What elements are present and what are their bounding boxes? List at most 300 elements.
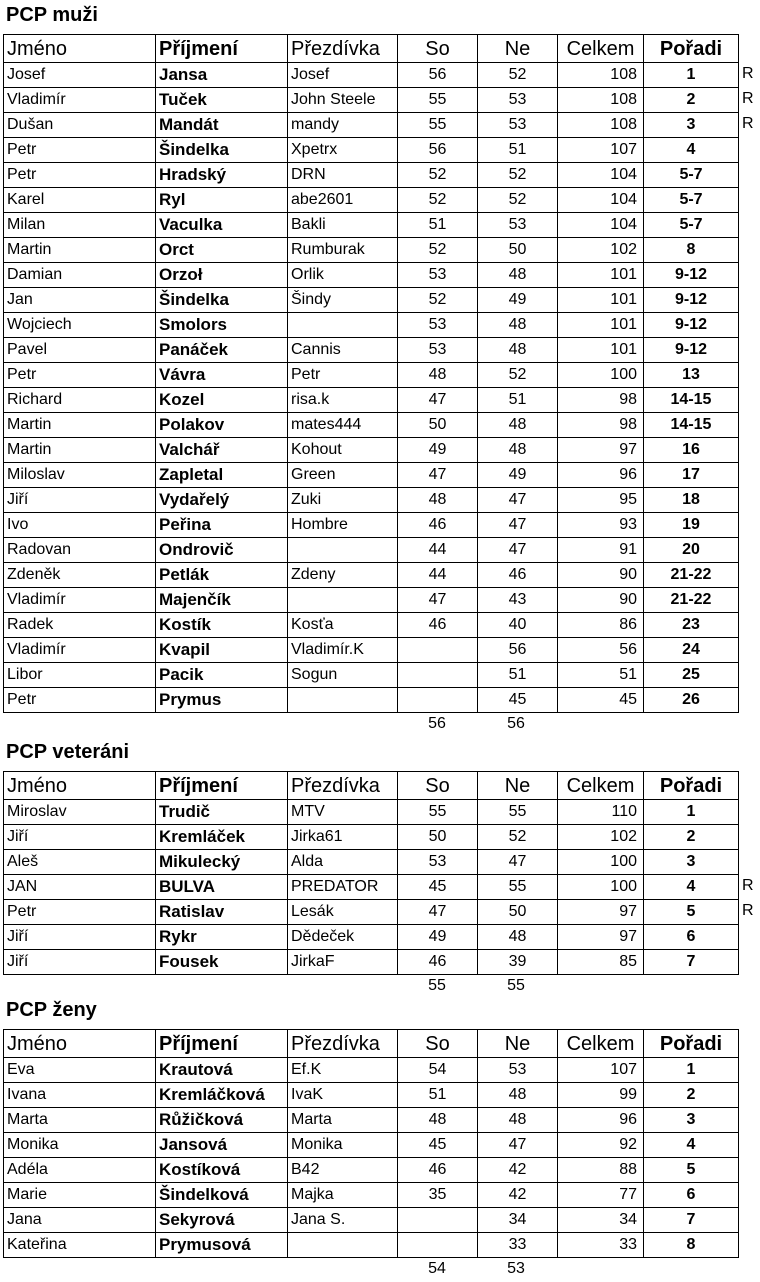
- table-row: [4, 850, 739, 875]
- header-rank: Pořadi: [644, 35, 739, 63]
- header-first-name: Jméno: [4, 35, 156, 63]
- header-saturday: So: [398, 35, 478, 63]
- nickname-cell: Majka: [288, 1183, 398, 1208]
- row-marker: R: [742, 115, 754, 132]
- sunday-score-cell: 52: [478, 363, 558, 388]
- total-score-cell: 107: [558, 138, 644, 163]
- first-name-cell: Josef: [4, 63, 156, 88]
- sunday-score-cell: 40: [478, 613, 558, 638]
- header-nickname: Přezdívka: [288, 772, 398, 800]
- surname-cell: Šindelková: [156, 1183, 288, 1208]
- saturday-score-cell: [398, 688, 478, 713]
- section-title: PCP veteráni: [6, 741, 130, 763]
- rank-cell: 4: [644, 1133, 739, 1158]
- nickname-cell: Zuki: [288, 488, 398, 513]
- sunday-score-cell: 47: [478, 1133, 558, 1158]
- sunday-score-cell: 42: [478, 1158, 558, 1183]
- total-score-cell: 33: [558, 1233, 644, 1258]
- surname-cell: Peřina: [156, 513, 288, 538]
- nickname-cell: Jirka61: [288, 825, 398, 850]
- surname-cell: Kozel: [156, 388, 288, 413]
- total-score-cell: 96: [558, 1108, 644, 1133]
- nickname-cell: abe2601: [288, 188, 398, 213]
- table-row: [4, 1208, 739, 1233]
- first-name-cell: Vladimír: [4, 588, 156, 613]
- total-score-cell: 90: [558, 563, 644, 588]
- rank-cell: 5-7: [644, 188, 739, 213]
- total-score-cell: 97: [558, 900, 644, 925]
- table-row: [4, 1133, 739, 1158]
- row-marker: R: [742, 877, 754, 894]
- nickname-cell: DRN: [288, 163, 398, 188]
- nickname-cell: Xpetrx: [288, 138, 398, 163]
- sunday-score-cell: 48: [478, 338, 558, 363]
- table-row: [4, 1083, 739, 1108]
- header-first-name: Jméno: [4, 1030, 156, 1058]
- sunday-score-cell: 52: [478, 188, 558, 213]
- sunday-score-cell: 56: [478, 638, 558, 663]
- saturday-score-cell: 46: [398, 613, 478, 638]
- total-score-cell: 98: [558, 388, 644, 413]
- rank-cell: 5-7: [644, 163, 739, 188]
- row-marker: R: [742, 90, 754, 107]
- saturday-score-cell: 48: [398, 363, 478, 388]
- sunday-score-cell: 50: [478, 238, 558, 263]
- surname-cell: Zapletal: [156, 463, 288, 488]
- total-score-cell: 104: [558, 163, 644, 188]
- nickname-cell: Jana S.: [288, 1208, 398, 1233]
- surname-cell: Pacik: [156, 663, 288, 688]
- table-row: [4, 513, 739, 538]
- table-row: [4, 438, 739, 463]
- nickname-cell: Zdeny: [288, 563, 398, 588]
- sunday-score-cell: 48: [478, 313, 558, 338]
- first-name-cell: Marta: [4, 1108, 156, 1133]
- rank-cell: 9-12: [644, 263, 739, 288]
- first-name-cell: Petr: [4, 363, 156, 388]
- table-row: [4, 288, 739, 313]
- first-name-cell: Pavel: [4, 338, 156, 363]
- sunday-score-cell: 52: [478, 63, 558, 88]
- surname-cell: Polakov: [156, 413, 288, 438]
- first-name-cell: Jiří: [4, 950, 156, 975]
- surname-cell: Hradský: [156, 163, 288, 188]
- saturday-score-cell: 55: [398, 800, 478, 825]
- total-score-cell: 101: [558, 313, 644, 338]
- first-name-cell: Dušan: [4, 113, 156, 138]
- surname-cell: Šindelka: [156, 288, 288, 313]
- table-row: [4, 875, 739, 900]
- rank-cell: 4: [644, 138, 739, 163]
- table-row: [4, 800, 739, 825]
- total-score-cell: 107: [558, 1058, 644, 1083]
- surname-cell: Ratislav: [156, 900, 288, 925]
- first-name-cell: Jiří: [4, 488, 156, 513]
- rank-cell: 18: [644, 488, 739, 513]
- saturday-score-cell: [398, 1208, 478, 1233]
- surname-cell: Ryl: [156, 188, 288, 213]
- first-name-cell: Petr: [4, 688, 156, 713]
- saturday-score-cell: 52: [398, 188, 478, 213]
- first-name-cell: Zdeněk: [4, 563, 156, 588]
- saturday-sum: 55: [428, 977, 446, 994]
- total-score-cell: 34: [558, 1208, 644, 1233]
- total-score-cell: 101: [558, 288, 644, 313]
- saturday-score-cell: 53: [398, 338, 478, 363]
- sunday-score-cell: 48: [478, 413, 558, 438]
- saturday-score-cell: 53: [398, 850, 478, 875]
- surname-cell: BULVA: [156, 875, 288, 900]
- header-total: Celkem: [558, 35, 644, 63]
- table-row: [4, 688, 739, 713]
- rank-cell: 23: [644, 613, 739, 638]
- saturday-score-cell: 47: [398, 463, 478, 488]
- rank-cell: 17: [644, 463, 739, 488]
- first-name-cell: Petr: [4, 163, 156, 188]
- sunday-score-cell: 34: [478, 1208, 558, 1233]
- sunday-sum: 56: [507, 715, 525, 732]
- sunday-score-cell: 43: [478, 588, 558, 613]
- nickname-cell: Kohout: [288, 438, 398, 463]
- first-name-cell: Miroslav: [4, 800, 156, 825]
- sunday-score-cell: 39: [478, 950, 558, 975]
- total-score-cell: 110: [558, 800, 644, 825]
- table-row: [4, 1158, 739, 1183]
- nickname-cell: Alda: [288, 850, 398, 875]
- sunday-score-cell: 47: [478, 488, 558, 513]
- total-score-cell: 108: [558, 113, 644, 138]
- nickname-cell: Kosťa: [288, 613, 398, 638]
- table-row: [4, 900, 739, 925]
- rank-cell: 13: [644, 363, 739, 388]
- header-sunday: Ne: [478, 1030, 558, 1058]
- nickname-cell: mandy: [288, 113, 398, 138]
- nickname-cell: Bakli: [288, 213, 398, 238]
- saturday-sum: 56: [428, 715, 446, 732]
- total-score-cell: 102: [558, 825, 644, 850]
- rank-cell: 26: [644, 688, 739, 713]
- total-score-cell: 85: [558, 950, 644, 975]
- sunday-score-cell: 48: [478, 438, 558, 463]
- row-marker: R: [742, 902, 754, 919]
- saturday-score-cell: 47: [398, 588, 478, 613]
- total-score-cell: 96: [558, 463, 644, 488]
- nickname-cell: MTV: [288, 800, 398, 825]
- surname-cell: Růžičková: [156, 1108, 288, 1133]
- surname-cell: Jansová: [156, 1133, 288, 1158]
- surname-cell: Fousek: [156, 950, 288, 975]
- header-nickname: Přezdívka: [288, 1030, 398, 1058]
- surname-cell: Kostíková: [156, 1158, 288, 1183]
- nickname-cell: Hombre: [288, 513, 398, 538]
- total-score-cell: 100: [558, 363, 644, 388]
- rank-cell: 3: [644, 113, 739, 138]
- surname-cell: Orct: [156, 238, 288, 263]
- surname-cell: Kvapil: [156, 638, 288, 663]
- table-row: [4, 950, 739, 975]
- nickname-cell: [288, 1233, 398, 1258]
- saturday-score-cell: [398, 663, 478, 688]
- saturday-score-cell: 49: [398, 925, 478, 950]
- sunday-score-cell: 42: [478, 1183, 558, 1208]
- sunday-score-cell: 48: [478, 1108, 558, 1133]
- rank-cell: 7: [644, 1208, 739, 1233]
- sunday-score-cell: 52: [478, 163, 558, 188]
- sunday-score-cell: 51: [478, 138, 558, 163]
- rank-cell: 5: [644, 1158, 739, 1183]
- table-row: [4, 925, 739, 950]
- table-row: [4, 613, 739, 638]
- nickname-cell: mates444: [288, 413, 398, 438]
- surname-cell: Rykr: [156, 925, 288, 950]
- nickname-cell: Orlik: [288, 263, 398, 288]
- sunday-sum: 53: [507, 1260, 525, 1277]
- header-saturday: So: [398, 1030, 478, 1058]
- sunday-score-cell: 48: [478, 1083, 558, 1108]
- saturday-score-cell: 53: [398, 313, 478, 338]
- saturday-score-cell: 56: [398, 138, 478, 163]
- rank-cell: 5: [644, 900, 739, 925]
- rank-cell: 6: [644, 925, 739, 950]
- rank-cell: 21-22: [644, 588, 739, 613]
- table-row: [4, 1108, 739, 1133]
- table-row: [4, 213, 739, 238]
- total-score-cell: 56: [558, 638, 644, 663]
- total-score-cell: 90: [558, 588, 644, 613]
- header-nickname: Přezdívka: [288, 35, 398, 63]
- first-name-cell: Marie: [4, 1183, 156, 1208]
- table-row: [4, 825, 739, 850]
- table-row: [4, 363, 739, 388]
- saturday-sum: 54: [428, 1260, 446, 1277]
- nickname-cell: [288, 313, 398, 338]
- sunday-score-cell: 53: [478, 88, 558, 113]
- first-name-cell: Ivo: [4, 513, 156, 538]
- header-surname: Příjmení: [156, 35, 288, 63]
- first-name-cell: Jana: [4, 1208, 156, 1233]
- surname-cell: Vydařelý: [156, 488, 288, 513]
- saturday-score-cell: 45: [398, 1133, 478, 1158]
- saturday-score-cell: 44: [398, 563, 478, 588]
- table-row: [4, 238, 739, 263]
- first-name-cell: Karel: [4, 188, 156, 213]
- table-row: [4, 163, 739, 188]
- total-score-cell: 102: [558, 238, 644, 263]
- first-name-cell: Milan: [4, 213, 156, 238]
- first-name-cell: Vladimír: [4, 88, 156, 113]
- saturday-score-cell: 47: [398, 900, 478, 925]
- rank-cell: 14-15: [644, 413, 739, 438]
- first-name-cell: Eva: [4, 1058, 156, 1083]
- rank-cell: 5-7: [644, 213, 739, 238]
- rank-cell: 20: [644, 538, 739, 563]
- surname-cell: Orzoł: [156, 263, 288, 288]
- sunday-score-cell: 52: [478, 825, 558, 850]
- table-row: [4, 113, 739, 138]
- header-surname: Příjmení: [156, 772, 288, 800]
- saturday-score-cell: [398, 638, 478, 663]
- nickname-cell: [288, 688, 398, 713]
- sunday-score-cell: 50: [478, 900, 558, 925]
- results-table: [3, 771, 739, 975]
- header-rank: Pořadi: [644, 1030, 739, 1058]
- surname-cell: Sekyrová: [156, 1208, 288, 1233]
- rank-cell: 9-12: [644, 313, 739, 338]
- header-sunday: Ne: [478, 35, 558, 63]
- first-name-cell: Monika: [4, 1133, 156, 1158]
- nickname-cell: Rumburak: [288, 238, 398, 263]
- surname-cell: Majenčík: [156, 588, 288, 613]
- first-name-cell: Adéla: [4, 1158, 156, 1183]
- sunday-score-cell: 53: [478, 113, 558, 138]
- surname-cell: Ondrovič: [156, 538, 288, 563]
- table-row: [4, 188, 739, 213]
- nickname-cell: PREDATOR: [288, 875, 398, 900]
- nickname-cell: B42: [288, 1158, 398, 1183]
- nickname-cell: Monika: [288, 1133, 398, 1158]
- sunday-score-cell: 47: [478, 513, 558, 538]
- total-score-cell: 98: [558, 413, 644, 438]
- nickname-cell: Sogun: [288, 663, 398, 688]
- sunday-score-cell: 47: [478, 538, 558, 563]
- surname-cell: Jansa: [156, 63, 288, 88]
- total-score-cell: 51: [558, 663, 644, 688]
- surname-cell: Kremláček: [156, 825, 288, 850]
- table-row: [4, 563, 739, 588]
- nickname-cell: Dědeček: [288, 925, 398, 950]
- total-score-cell: 104: [558, 213, 644, 238]
- header-saturday: So: [398, 772, 478, 800]
- table-row: [4, 488, 739, 513]
- table-row: [4, 313, 739, 338]
- nickname-cell: Josef: [288, 63, 398, 88]
- saturday-score-cell: [398, 1233, 478, 1258]
- rank-cell: 2: [644, 88, 739, 113]
- rank-cell: 3: [644, 1108, 739, 1133]
- surname-cell: Prymus: [156, 688, 288, 713]
- rank-cell: 7: [644, 950, 739, 975]
- rank-cell: 14-15: [644, 388, 739, 413]
- total-score-cell: 88: [558, 1158, 644, 1183]
- total-score-cell: 92: [558, 1133, 644, 1158]
- total-score-cell: 97: [558, 438, 644, 463]
- first-name-cell: Radovan: [4, 538, 156, 563]
- saturday-score-cell: 53: [398, 263, 478, 288]
- nickname-cell: Šindy: [288, 288, 398, 313]
- rank-cell: 25: [644, 663, 739, 688]
- total-score-cell: 91: [558, 538, 644, 563]
- table-row: [4, 338, 739, 363]
- section-title: PCP ženy: [6, 999, 97, 1021]
- rank-cell: 21-22: [644, 563, 739, 588]
- table-row: [4, 1058, 739, 1083]
- surname-cell: Mandát: [156, 113, 288, 138]
- surname-cell: Vaculka: [156, 213, 288, 238]
- first-name-cell: Jiří: [4, 925, 156, 950]
- rank-cell: 9-12: [644, 338, 739, 363]
- saturday-score-cell: 45: [398, 875, 478, 900]
- saturday-score-cell: 56: [398, 63, 478, 88]
- first-name-cell: Martin: [4, 238, 156, 263]
- total-score-cell: 108: [558, 88, 644, 113]
- nickname-cell: JirkaF: [288, 950, 398, 975]
- results-table: [3, 1029, 739, 1258]
- table-row: [4, 413, 739, 438]
- surname-cell: Kremláčková: [156, 1083, 288, 1108]
- nickname-cell: Green: [288, 463, 398, 488]
- rank-cell: 6: [644, 1183, 739, 1208]
- first-name-cell: Aleš: [4, 850, 156, 875]
- nickname-cell: Lesák: [288, 900, 398, 925]
- table-row: [4, 463, 739, 488]
- sunday-score-cell: 48: [478, 263, 558, 288]
- sunday-score-cell: 33: [478, 1233, 558, 1258]
- total-score-cell: 104: [558, 188, 644, 213]
- rank-cell: 2: [644, 1083, 739, 1108]
- table-header-row: [4, 1030, 739, 1058]
- nickname-cell: Vladimír.K: [288, 638, 398, 663]
- saturday-score-cell: 48: [398, 488, 478, 513]
- saturday-score-cell: 52: [398, 288, 478, 313]
- nickname-cell: [288, 588, 398, 613]
- total-score-cell: 97: [558, 925, 644, 950]
- first-name-cell: Miloslav: [4, 463, 156, 488]
- saturday-score-cell: 50: [398, 825, 478, 850]
- total-score-cell: 95: [558, 488, 644, 513]
- table-header-row: [4, 772, 739, 800]
- surname-cell: Panáček: [156, 338, 288, 363]
- total-score-cell: 77: [558, 1183, 644, 1208]
- nickname-cell: Ef.K: [288, 1058, 398, 1083]
- nickname-cell: IvaK: [288, 1083, 398, 1108]
- rank-cell: 1: [644, 1058, 739, 1083]
- table-row: [4, 388, 739, 413]
- section-title: PCP muži: [6, 4, 98, 26]
- saturday-score-cell: 46: [398, 513, 478, 538]
- surname-cell: Krautová: [156, 1058, 288, 1083]
- first-name-cell: Wojciech: [4, 313, 156, 338]
- header-sunday: Ne: [478, 772, 558, 800]
- rank-cell: 2: [644, 825, 739, 850]
- table-row: [4, 138, 739, 163]
- rank-cell: 8: [644, 1233, 739, 1258]
- total-score-cell: 101: [558, 263, 644, 288]
- first-name-cell: Martin: [4, 438, 156, 463]
- sunday-score-cell: 45: [478, 688, 558, 713]
- header-total: Celkem: [558, 1030, 644, 1058]
- sunday-score-cell: 47: [478, 850, 558, 875]
- table-row: [4, 88, 739, 113]
- nickname-cell: [288, 538, 398, 563]
- rank-cell: 16: [644, 438, 739, 463]
- total-score-cell: 99: [558, 1083, 644, 1108]
- sunday-score-cell: 51: [478, 388, 558, 413]
- first-name-cell: Jan: [4, 288, 156, 313]
- saturday-score-cell: 55: [398, 88, 478, 113]
- saturday-score-cell: 49: [398, 438, 478, 463]
- rank-cell: 3: [644, 850, 739, 875]
- total-score-cell: 108: [558, 63, 644, 88]
- sunday-score-cell: 46: [478, 563, 558, 588]
- rank-cell: 1: [644, 800, 739, 825]
- sunday-score-cell: 49: [478, 463, 558, 488]
- first-name-cell: Martin: [4, 413, 156, 438]
- total-score-cell: 86: [558, 613, 644, 638]
- surname-cell: Šindelka: [156, 138, 288, 163]
- table-header-row: [4, 35, 739, 63]
- total-score-cell: 100: [558, 850, 644, 875]
- results-table: [3, 34, 739, 713]
